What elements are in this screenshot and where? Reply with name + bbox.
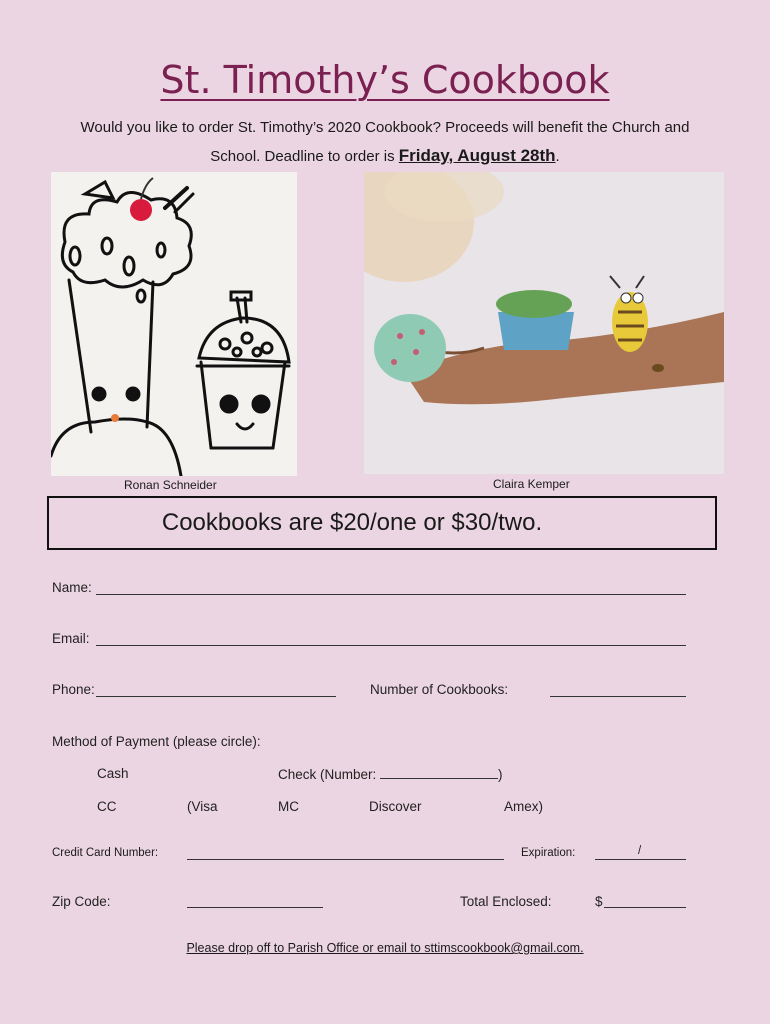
payment-option-cc[interactable]: CC [97,799,117,814]
email-field[interactable] [96,645,686,646]
cherry-icon [130,199,152,221]
phone-label: Phone: [52,682,95,697]
payment-option-cash[interactable]: Cash [97,766,129,781]
card-option-mc[interactable]: MC [278,799,299,814]
total-enclosed-label: Total Enclosed: [460,894,552,909]
drawing-milkshakes [51,172,297,476]
check-label: Check (Number: [278,767,381,782]
bee-branch-drawing-image [364,172,724,474]
intro-line-2-prefix: School. Deadline to order is [210,148,399,165]
name-label: Name: [52,580,92,595]
expiration-slash: / [638,845,642,857]
email-label: Email: [52,631,90,646]
caption-right: Claira Kemper [493,477,570,491]
credit-card-number-field[interactable] [187,859,504,860]
phone-field[interactable] [96,696,336,697]
page-title: St. Timothy’s Cookbook [160,58,610,102]
card-option-discover[interactable]: Discover [369,799,422,814]
drawing-bee-branch [364,172,724,474]
price-box [47,496,717,550]
milkshake-drawing-image [51,172,297,476]
intro-line-2 [0,146,770,166]
check-number-field[interactable] [380,766,498,779]
caption-left: Ronan Schneider [124,478,217,492]
dollar-sign: $ [595,894,603,909]
total-enclosed-field[interactable] [604,907,686,908]
card-option-visa[interactable]: (Visa [187,799,218,814]
payment-method-label: Method of Payment (please circle): [52,734,261,749]
number-of-cookbooks-label: Number of Cookbooks: [370,682,509,697]
price-text: Cookbooks are $20/one or $30/two. [161,509,543,536]
dropoff-instructions[interactable]: Please drop off to Parish Office or email to sttimscookbook@gmail.com. [186,941,584,955]
credit-card-number-label: Credit Card Number: [52,847,159,859]
zip-code-label: Zip Code: [52,894,111,909]
deadline: Friday, August 28th [398,146,556,165]
expiration-label: Expiration: [521,847,576,859]
intro-line-2-suffix: . [555,148,560,165]
intro-line-1: Would you like to order St. Timothy’s 2020 Cookbook? Proceeds will benefit the Church and [80,119,690,136]
zip-code-field[interactable] [187,907,323,908]
number-of-cookbooks-field[interactable] [550,696,686,697]
expiration-field[interactable] [595,859,686,860]
check-close: ) [498,767,503,782]
card-option-amex[interactable]: Amex) [504,799,544,814]
name-field[interactable] [96,594,686,595]
payment-option-check[interactable] [278,766,503,782]
